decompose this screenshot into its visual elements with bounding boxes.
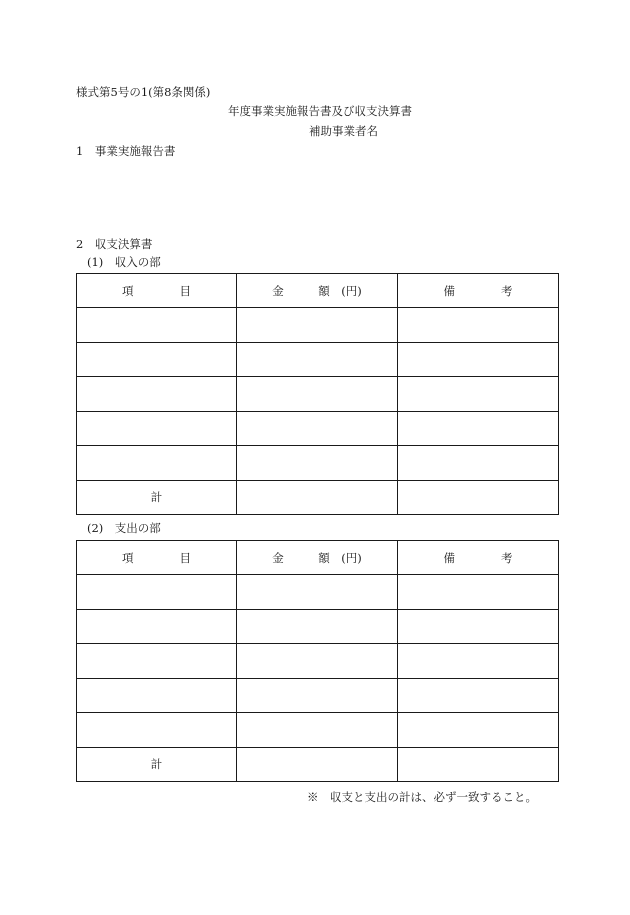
item-cell[interactable] — [77, 446, 237, 480]
income-heading: (1) 収入の部 — [87, 255, 161, 269]
item-cell[interactable] — [77, 678, 237, 712]
total-label: 計 — [77, 747, 237, 781]
table-row — [77, 377, 559, 411]
remarks-cell[interactable] — [398, 575, 559, 609]
item-cell[interactable] — [77, 377, 237, 411]
remarks-cell[interactable] — [398, 678, 559, 712]
amount-cell[interactable] — [237, 308, 398, 342]
table-row — [77, 411, 559, 445]
note-text: ※ 収支と支出の計は、必ず一致すること。 — [307, 790, 537, 804]
total-remarks-cell[interactable] — [398, 480, 559, 514]
remarks-cell[interactable] — [398, 308, 559, 342]
item-cell[interactable] — [77, 575, 237, 609]
total-amount-cell[interactable] — [237, 480, 398, 514]
column-header-amount: 金 額 (円) — [237, 541, 398, 575]
amount-cell[interactable] — [237, 446, 398, 480]
column-header-remarks: 備 考 — [398, 541, 559, 575]
item-cell[interactable] — [77, 713, 237, 747]
remarks-cell[interactable] — [398, 446, 559, 480]
amount-cell[interactable] — [237, 644, 398, 678]
section-settlement-heading: 2 収支決算書 — [76, 237, 153, 251]
amount-cell[interactable] — [237, 575, 398, 609]
remarks-cell[interactable] — [398, 411, 559, 445]
table-row — [77, 713, 559, 747]
form-code: 様式第5号の1(第8条関係) — [76, 85, 211, 99]
amount-cell[interactable] — [237, 342, 398, 376]
table-row — [77, 644, 559, 678]
total-amount-cell[interactable] — [237, 747, 398, 781]
expense-total-row — [77, 747, 559, 781]
table-row — [77, 308, 559, 342]
expense-table — [76, 540, 559, 782]
amount-cell[interactable] — [237, 713, 398, 747]
column-header-remarks: 備 考 — [398, 274, 559, 308]
table-row — [77, 678, 559, 712]
remarks-cell[interactable] — [398, 644, 559, 678]
remarks-cell[interactable] — [398, 713, 559, 747]
column-header-item: 項 目 — [77, 274, 237, 308]
column-header-item: 項 目 — [77, 541, 237, 575]
income-total-row — [77, 480, 559, 514]
item-cell[interactable] — [77, 609, 237, 643]
income-header-row — [77, 274, 559, 308]
total-label: 計 — [77, 480, 237, 514]
amount-cell[interactable] — [237, 609, 398, 643]
item-cell[interactable] — [77, 342, 237, 376]
remarks-cell[interactable] — [398, 377, 559, 411]
table-row — [77, 446, 559, 480]
column-header-amount: 金 額 (円) — [237, 274, 398, 308]
business-name-label: 補助事業者名 — [309, 124, 378, 138]
table-row — [77, 609, 559, 643]
amount-cell[interactable] — [237, 678, 398, 712]
amount-cell[interactable] — [237, 377, 398, 411]
expense-header-row — [77, 541, 559, 575]
table-row — [77, 575, 559, 609]
section-report-heading: 1 事業実施報告書 — [76, 144, 176, 158]
income-table — [76, 273, 559, 515]
total-remarks-cell[interactable] — [398, 747, 559, 781]
document-title: 年度事業実施報告書及び収支決算書 — [228, 104, 412, 118]
amount-cell[interactable] — [237, 411, 398, 445]
table-row — [77, 342, 559, 376]
expense-heading: (2) 支出の部 — [87, 521, 161, 535]
item-cell[interactable] — [77, 411, 237, 445]
item-cell[interactable] — [77, 644, 237, 678]
remarks-cell[interactable] — [398, 609, 559, 643]
item-cell[interactable] — [77, 308, 237, 342]
remarks-cell[interactable] — [398, 342, 559, 376]
